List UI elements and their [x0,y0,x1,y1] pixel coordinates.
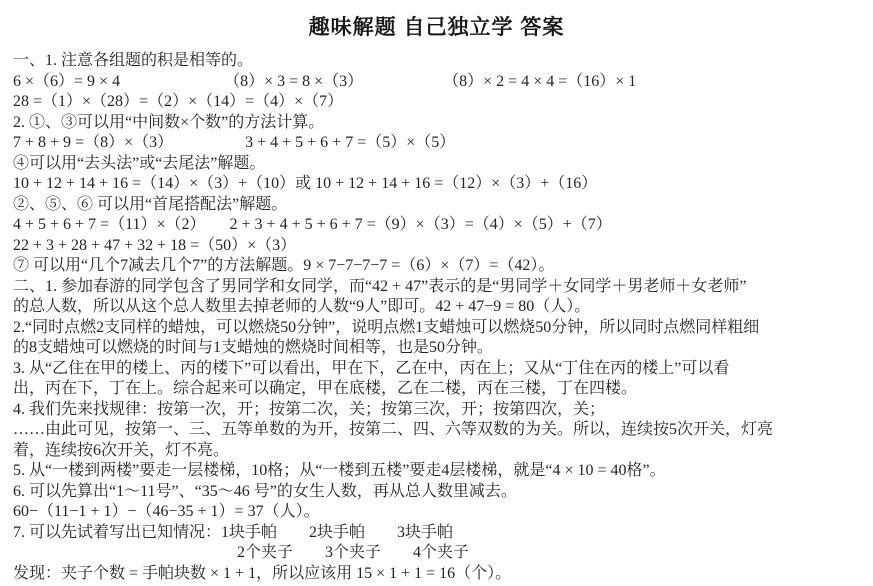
text-line: 4. 我们先来找规律：按第一次，开；按第二次，关；按第三次，开；按第四次，关； [13,400,606,418]
text-line: 3. 从“乙住在甲的楼上、丙的楼下”可以看出，甲在下，乙在中，丙在上；又从“丁住在丙的楼上”可以看 [13,359,730,377]
text-line: 22 + 3 + 28 + 47 + 32 + 18 =（50）×（3） [13,236,297,254]
text-line: 2.“同时点燃2支同样的蜡烛，可以燃烧50分钟”，说明点燃1支蜡烛可以燃烧50分钟，所以同时点燃同样粗细 [13,318,760,336]
text-line: ②、⑤、⑥ 可以用“首尾搭配法”解题。 [13,195,288,213]
text-line: 6. 可以先算出“1～11号”、“35～46 号”的女生人数，再从总人数里减去。 [13,482,517,500]
text-line: 4 + 5 + 6 + 7 =（11）×（2） 2 + 3 + 4 + 5 + 6 + 7 =（9）×（3）=（4）×（5）+（7） [13,216,612,233]
page-title: 趣味解题 自己独立学 答案 [308,16,565,39]
text-line: 5. 从“一楼到两楼”要走一层楼梯，10格；从“一楼到五楼”要走4层楼梯，就是“4 × 10 = 40格”。 [13,462,666,479]
text-line: 2. ①、③可以用“中间数×个数”的方法计算。 [13,113,325,131]
text-line: 出，丙在下，丁在上。综合起来可以确定，甲在底楼，乙在二楼，丙在三楼，丁在四楼。 [13,380,638,397]
text-line: ……由此可见，按第一、三、五等单数的为开，按第二、四、六等双数的为关。所以，连续按5次开关，灯亮 [13,421,774,438]
text-line: 28 =（1）×（28）=（2）×（14）=（4）×（7） [13,93,344,110]
text-line: 7. 可以先试着写出已知情况：1块手帕 2块手帕 3块手帕 [13,523,454,541]
text-line: ④可以用“去头法”或“去尾法”解题。 [13,154,266,172]
text-line: 的8支蜡烛可以燃烧的时间与1支蜡烛的燃烧时间相等，也是50分钟。 [13,339,494,356]
text-line: 6 ×（6）= 9 × 4 （8）× 3 = 8 ×（3） （8）× 2 = 4 × 4 =（16）× 1 [13,72,637,90]
text-line: 的总人数，所以从这个总人数里去掉老师的人数“9人”即可。42 + 47−9 = 80（人）。 [13,298,591,315]
text-line: 二、1. 参加春游的同学包含了男同学和女同学，而“42 + 47”表示的是“男同学＋女同学＋男老师＋女老师” [13,277,747,295]
text-line: ⑦ 可以用“几个7减去几个7”的方法解题。9 × 7−7−7−7 =（6）×（7）=（42）。 [13,257,555,274]
text-line: 60−（11−1 + 1）−（46−35 + 1）= 37（人）。 [13,503,320,520]
text-line: 一、1. 注意各组题的积是相等的。 [13,52,254,69]
text-line: 着，连续按6次开关，灯不亮。 [13,441,230,459]
text-line: 2个夹子 3个夹子 4个夹子 [13,544,470,561]
text-line: 10 + 12 + 14 + 16 =（14）×（3）+（10）或 10 + 12 + 14 + 16 =（12）×（3）+（16） [13,175,598,192]
text-line: 7 + 8 + 9 =（8）×（3） 3 + 4 + 5 + 6 + 7 =（5）×（5） [13,134,456,151]
answer-body [0,41,873,584]
text-line: 发现：夹子个数 = 手帕块数 × 1 + 1，所以应该用 15 × 1 + 1 = 16（个）。 [13,564,512,582]
